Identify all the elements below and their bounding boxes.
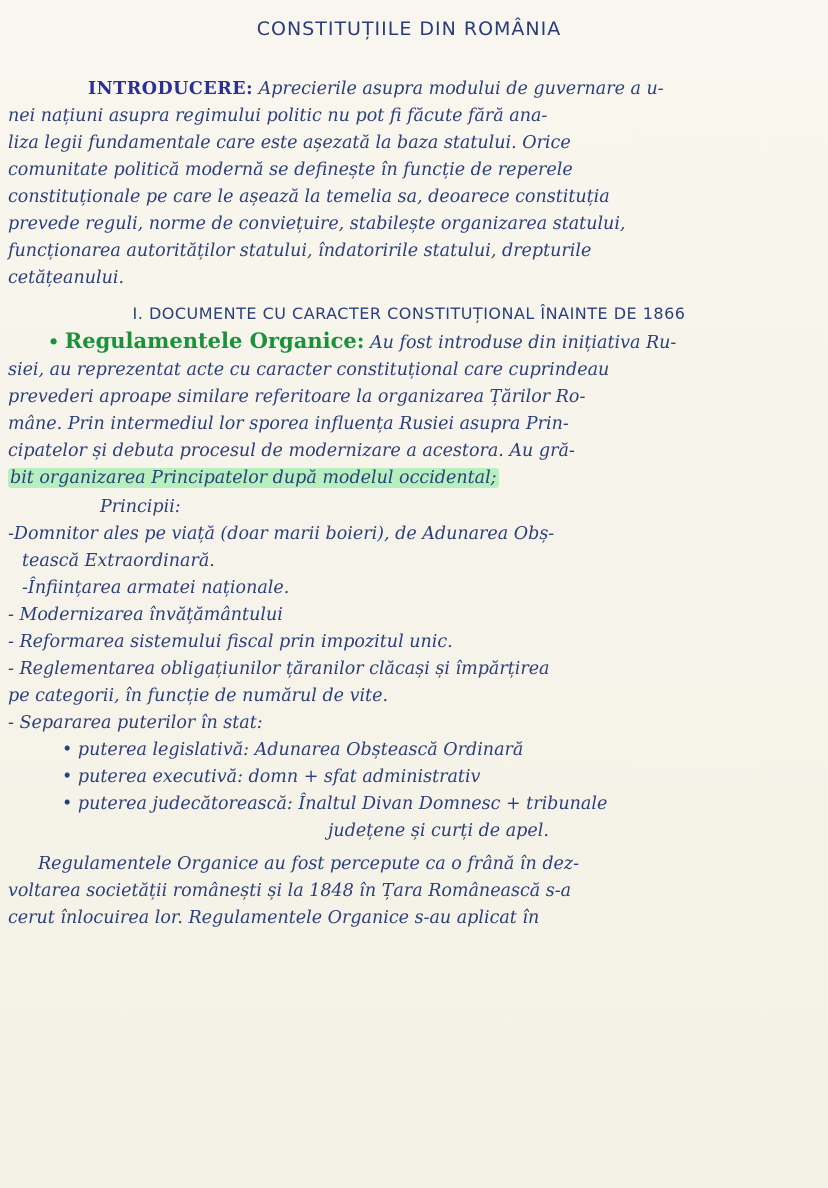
principle-item: -Domnitor ales pe viață (doar marii boieri), de Adunarea Obș- bbox=[8, 524, 555, 544]
intro-line: nei națiuni asupra regimului politic nu pot fi făcute fără ana- bbox=[8, 106, 548, 126]
power-item: • puterea executivă: domn + sfat administrativ bbox=[62, 767, 481, 787]
regulamente-text: Au fost introduse din inițiativa Ru- bbox=[370, 333, 677, 353]
regulamente-subject: Regulamentele Organice: bbox=[64, 328, 365, 353]
regulamente-line bbox=[8, 465, 810, 492]
principle-item: - Separarea puterilor în stat: bbox=[8, 713, 263, 733]
intro-line: funcționarea autorităților statului, îndatoririle statului, drepturile bbox=[8, 241, 592, 261]
closing-line: voltarea societății românești și la 1848 în Țara Românească s-a bbox=[8, 881, 572, 901]
intro-section bbox=[8, 76, 810, 292]
power-item: • puterea legislativă: Adunarea Obștească Ordinară bbox=[62, 740, 524, 760]
regulamente-line: prevederi aproape similare referitoare la organizarea Țărilor Ro- bbox=[8, 387, 586, 407]
regulamente-line: siei, au reprezentat acte cu caracter constituțional care cuprindeau bbox=[8, 360, 610, 380]
page-title: CONSTITUȚIILE DIN ROMÂNIA bbox=[256, 18, 562, 40]
intro-line: comunitate politică modernă se definește în funcție de reperele bbox=[8, 160, 573, 180]
principle-item: pe categorii, în funcție de numărul de vite. bbox=[8, 686, 389, 706]
intro-line: constituționale pe care le așează la temelia sa, deoarece constituția bbox=[8, 187, 610, 207]
regulamente-line: mâne. Prin intermediul lor sporea influența Rusiei asupra Prin- bbox=[8, 414, 569, 434]
intro-line: cetățeanului. bbox=[8, 268, 125, 288]
closing-line: cerut înlocuirea lor. Regulamentele Organice s-au aplicat în bbox=[8, 908, 540, 928]
regulamente-line: cipatelor și debuta procesul de modernizare a acestora. Au gră- bbox=[8, 441, 575, 461]
principle-item: tească Extraordinară. bbox=[22, 551, 215, 571]
intro-text: Aprecierile asupra modului de guvernare a u- bbox=[258, 79, 664, 99]
closing-line: Regulamentele Organice au fost percepute ca o frână în dez- bbox=[38, 854, 580, 874]
highlighted-text: bit organizarea Principatelor după modelul occidental; bbox=[10, 468, 497, 488]
intro-line bbox=[8, 76, 810, 103]
principle-item: - Reglementarea obligațiunilor țăranilor clăcași și împărțirea bbox=[8, 659, 550, 679]
power-item: județene și curți de apel. bbox=[328, 821, 549, 841]
regulamente-section bbox=[8, 327, 810, 932]
bullet-icon: • bbox=[48, 333, 60, 353]
intro-line: liza legii fundamentale care este așezată la baza statului. Orice bbox=[8, 133, 571, 153]
principle-item: -Înființarea armatei naționale. bbox=[22, 578, 290, 598]
principle-item: - Modernizarea învățământului bbox=[8, 605, 283, 625]
principle-item: - Reformarea sistemului fiscal prin impozitul unic. bbox=[8, 632, 453, 652]
intro-label: INTRODUCERE: bbox=[88, 79, 254, 99]
regulamente-line bbox=[8, 327, 810, 357]
principii-label: Principii: bbox=[100, 497, 181, 517]
intro-line: prevede reguli, norme de conviețuire, stabilește organizarea statului, bbox=[8, 214, 626, 234]
power-item: • puterea judecătorească: Înaltul Divan Domnesc + tribunale bbox=[62, 794, 608, 814]
section-heading: I. DOCUMENTE CU CARACTER CONSTITUȚIONAL ÎNAINTE DE 1866 bbox=[132, 304, 686, 323]
